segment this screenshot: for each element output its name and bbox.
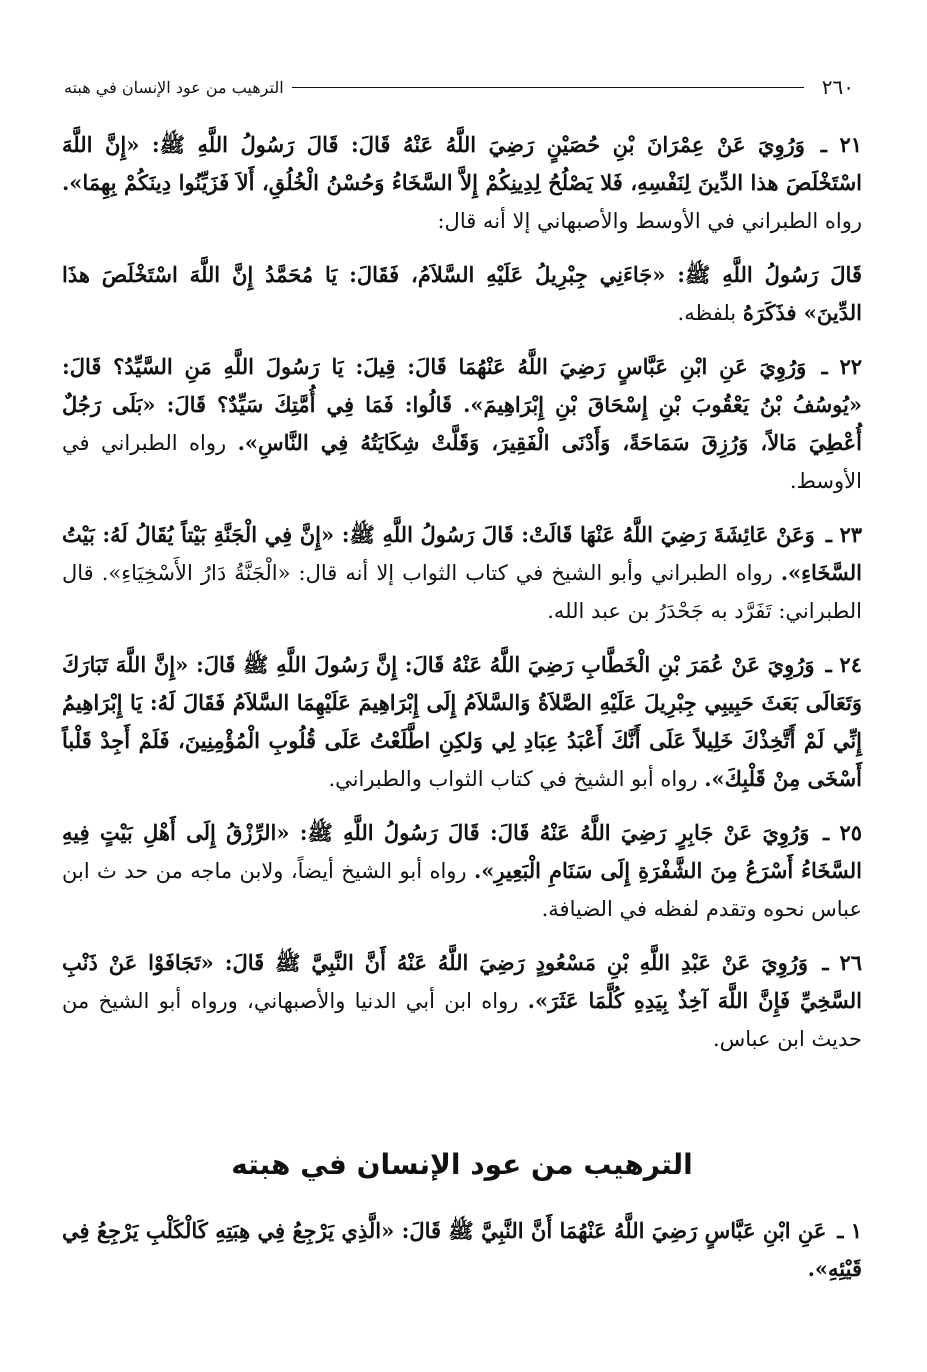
hadith-text: عَنِ ابْنِ عَبَّاسٍ رَضِيَ اللَّهُ عَنْهُمَا أَنَّ النَّبِيَّ ﷺ قَالَ: «الَّذِي يَرْجِعُ فِي هِبَتِهِ كَالْكَلْبِ يَرْجِعُ فِي قَيْئِهِ».: [62, 1218, 862, 1281]
hadith-paragraph-25: [62, 814, 862, 928]
hadith-number: ١ ـ: [837, 1218, 862, 1243]
section-body: [62, 1212, 862, 1304]
hadith-number: ٢٣ ـ: [825, 522, 862, 547]
narration-note: بلفظه.: [677, 301, 737, 325]
hadith-text: وَرُوِيَ عَنْ عِمْرَانَ بْنِ حُصَيْنٍ رَضِيَ اللَّهُ عَنْهُ قَالَ: قَالَ رَسُولُ اللَّهِ ﷺ: «إِنَّ اللَّهَ اسْتَخْلَصَ هذا الدِّينَ لِنَفْسِهِ، فَلا يَصْلُحُ لِدِينِكُمْ إِلاَّ السَّخَاءُ وَحُسْنُ الْخُلُقِ، أَلاَ فَزَيِّنُوا دِينَكُمْ بِهِمَا».: [62, 132, 862, 195]
hadith-text: وَرُوِيَ عَنِ ابْنِ عَبَّاسٍ رَضِيَ اللَّهُ عَنْهُمَا قَالَ: قِيلَ: يَا رَسُولَ اللَّهِ مَنِ السَّيِّدُ؟ قَالَ: «يُوسُفُ بْنُ يَعْقُوبَ بْنِ إِسْحَاقَ بْنِ إِبْرَاهِيمَ». قَالُوا: فَمَا فِي أُمَّتِكَ سَيِّدٌ؟ قَالَ: «بَلَى رَجُلٌ أُعْطِيَ مَالاً، وَرُزِقَ سَمَاحَةً، وَأَدْنَى الْفَقِيرَ، وَقَلَّتْ شِكَايَتُهُ فِي النَّاسِ».: [62, 354, 863, 455]
section-hadith-paragraph-1: [62, 1212, 862, 1288]
narration-note: رواه أبو الشيخ أيضاً، ولابن ماجه من حد ث ابن عباس نحوه وتقدم لفظه في الضيافة.: [62, 859, 862, 921]
hadith-text: قَالَ رَسُولُ اللَّهِ ﷺ: «جَاءَنِي جِبْرِيلُ عَلَيْهِ السَّلاَمُ، فَقَالَ: يَا مُحَمَّدُ إِنَّ اللَّهَ اسْتَخْلَصَ هذَا الدِّينَ» فذَكَرَهُ: [62, 262, 862, 325]
hadith-paragraph-23: [62, 516, 862, 630]
hadith-text: وَرُوِيَ عَنْ عُمَرَ بْنِ الْخَطَّابِ رَضِيَ اللَّهُ عَنْهُ قَالَ: إِنَّ رَسُولَ اللَّهِ ﷺ قَالَ: «إِنَّ اللَّهَ تَبَارَكَ وَتَعَالَى بَعَثَ حَبِيبِي جِبْرِيلَ عَلَيْهِ الصَّلاَةُ وَالسَّلاَمُ إِلَى إِبْرَاهِيمَ عَلَيْهِمَا السَّلاَمُ فَقَالَ لَهُ: يَا إِبْرَاهِيمُ إِنِّي لَمْ أَتَّخِذْكَ خَلِيلاً عَلَى أَنَّكَ أَعْبَدُ عِبَادِ لِي وَلكِنِ اطَّلَعْتُ عَلَى قُلُوبِ الْمُؤْمِنِينَ، فَلَمْ أَجِدْ قَلْباً أَسْخَى مِنْ قَلْبِكَ».: [62, 652, 862, 791]
narration-note: رواه ابن أبي الدنيا والأصبهاني، ورواه أبو الشيخ من حديث ابن عباس.: [62, 989, 862, 1051]
section-heading: الترهيب من عود الإنسان في هبته: [231, 1148, 693, 1181]
narration-note: رواه الطبراني في الأوسط والأصبهاني إلا أنه قال:: [437, 209, 862, 233]
hadith-paragraph-26: [62, 944, 862, 1058]
narration-note: رواه الطبراني في الأوسط.: [62, 431, 862, 493]
header-rule: [292, 87, 804, 88]
hadith-text: وَرُوِيَ عَنْ عَبْدِ اللَّهِ بْنِ مَسْعُودٍ رَضِيَ اللَّهُ عَنْهُ أَنَّ النَّبِيَّ ﷺ قَالَ: «تَجَافَوْا عَنْ ذَنْبِ السَّخِيِّ فَإِنَّ اللَّهَ آخِذٌ بِيَدِهِ كُلَّمَا عَثَرَ».: [62, 950, 862, 1013]
narration-note: رواه أبو الشيخ في كتاب الثواب والطبراني.: [328, 767, 698, 791]
hadith-number: ٢٢ ـ: [821, 354, 862, 379]
hadith-number: ٢٤ ـ: [825, 652, 862, 677]
hadith-number: ٢٥ ـ: [823, 820, 862, 845]
hadith-paragraph-21-variant: [62, 256, 862, 332]
page-number: ٢٦٠: [821, 75, 854, 99]
hadith-paragraph-21: [62, 126, 862, 240]
hadith-text: وَعَنْ عَائِشَةَ رَضِيَ اللَّهُ عَنْهَا قَالَتْ: قَالَ رَسُولُ اللَّهِ ﷺ: «إِنَّ فِي الْجَنَّةِ بَيْتاً يُقَالُ لَهُ: بَيْتُ السَّخَاءِ».: [62, 522, 862, 585]
running-title: الترهيب من عود الإنسان في هبته: [64, 77, 284, 97]
hadith-text: وَرُوِيَ عَنْ جَابِرٍ رَضِيَ اللَّهُ عَنْهُ قَالَ: قَالَ رَسُولُ اللَّهِ ﷺ: «الرِّزْقُ إِلَى أَهْلِ بَيْتٍ فِيهِ السَّخَاءُ أَسْرَعُ مِنَ الشَّفْرَةِ إِلَى سَنَامِ الْبَعِيرِ».: [62, 820, 862, 883]
hadith-number: ٢١ ـ: [820, 132, 862, 157]
body-text: [62, 126, 862, 1070]
hadith-paragraph-22: [62, 348, 862, 500]
hadith-number: ٢٦ ـ: [822, 950, 862, 975]
running-header: [64, 72, 854, 102]
narration-note: رواه الطبراني وأبو الشيخ في كتاب الثواب إلا أنه قال: «الْجَنَّةُ دَارُ الأَسْخِيَاءِ». قال الطبراني: تَفَرَّد به جَحْدَرُ بن عبد الله.: [62, 561, 862, 623]
hadith-paragraph-24: [62, 646, 862, 798]
